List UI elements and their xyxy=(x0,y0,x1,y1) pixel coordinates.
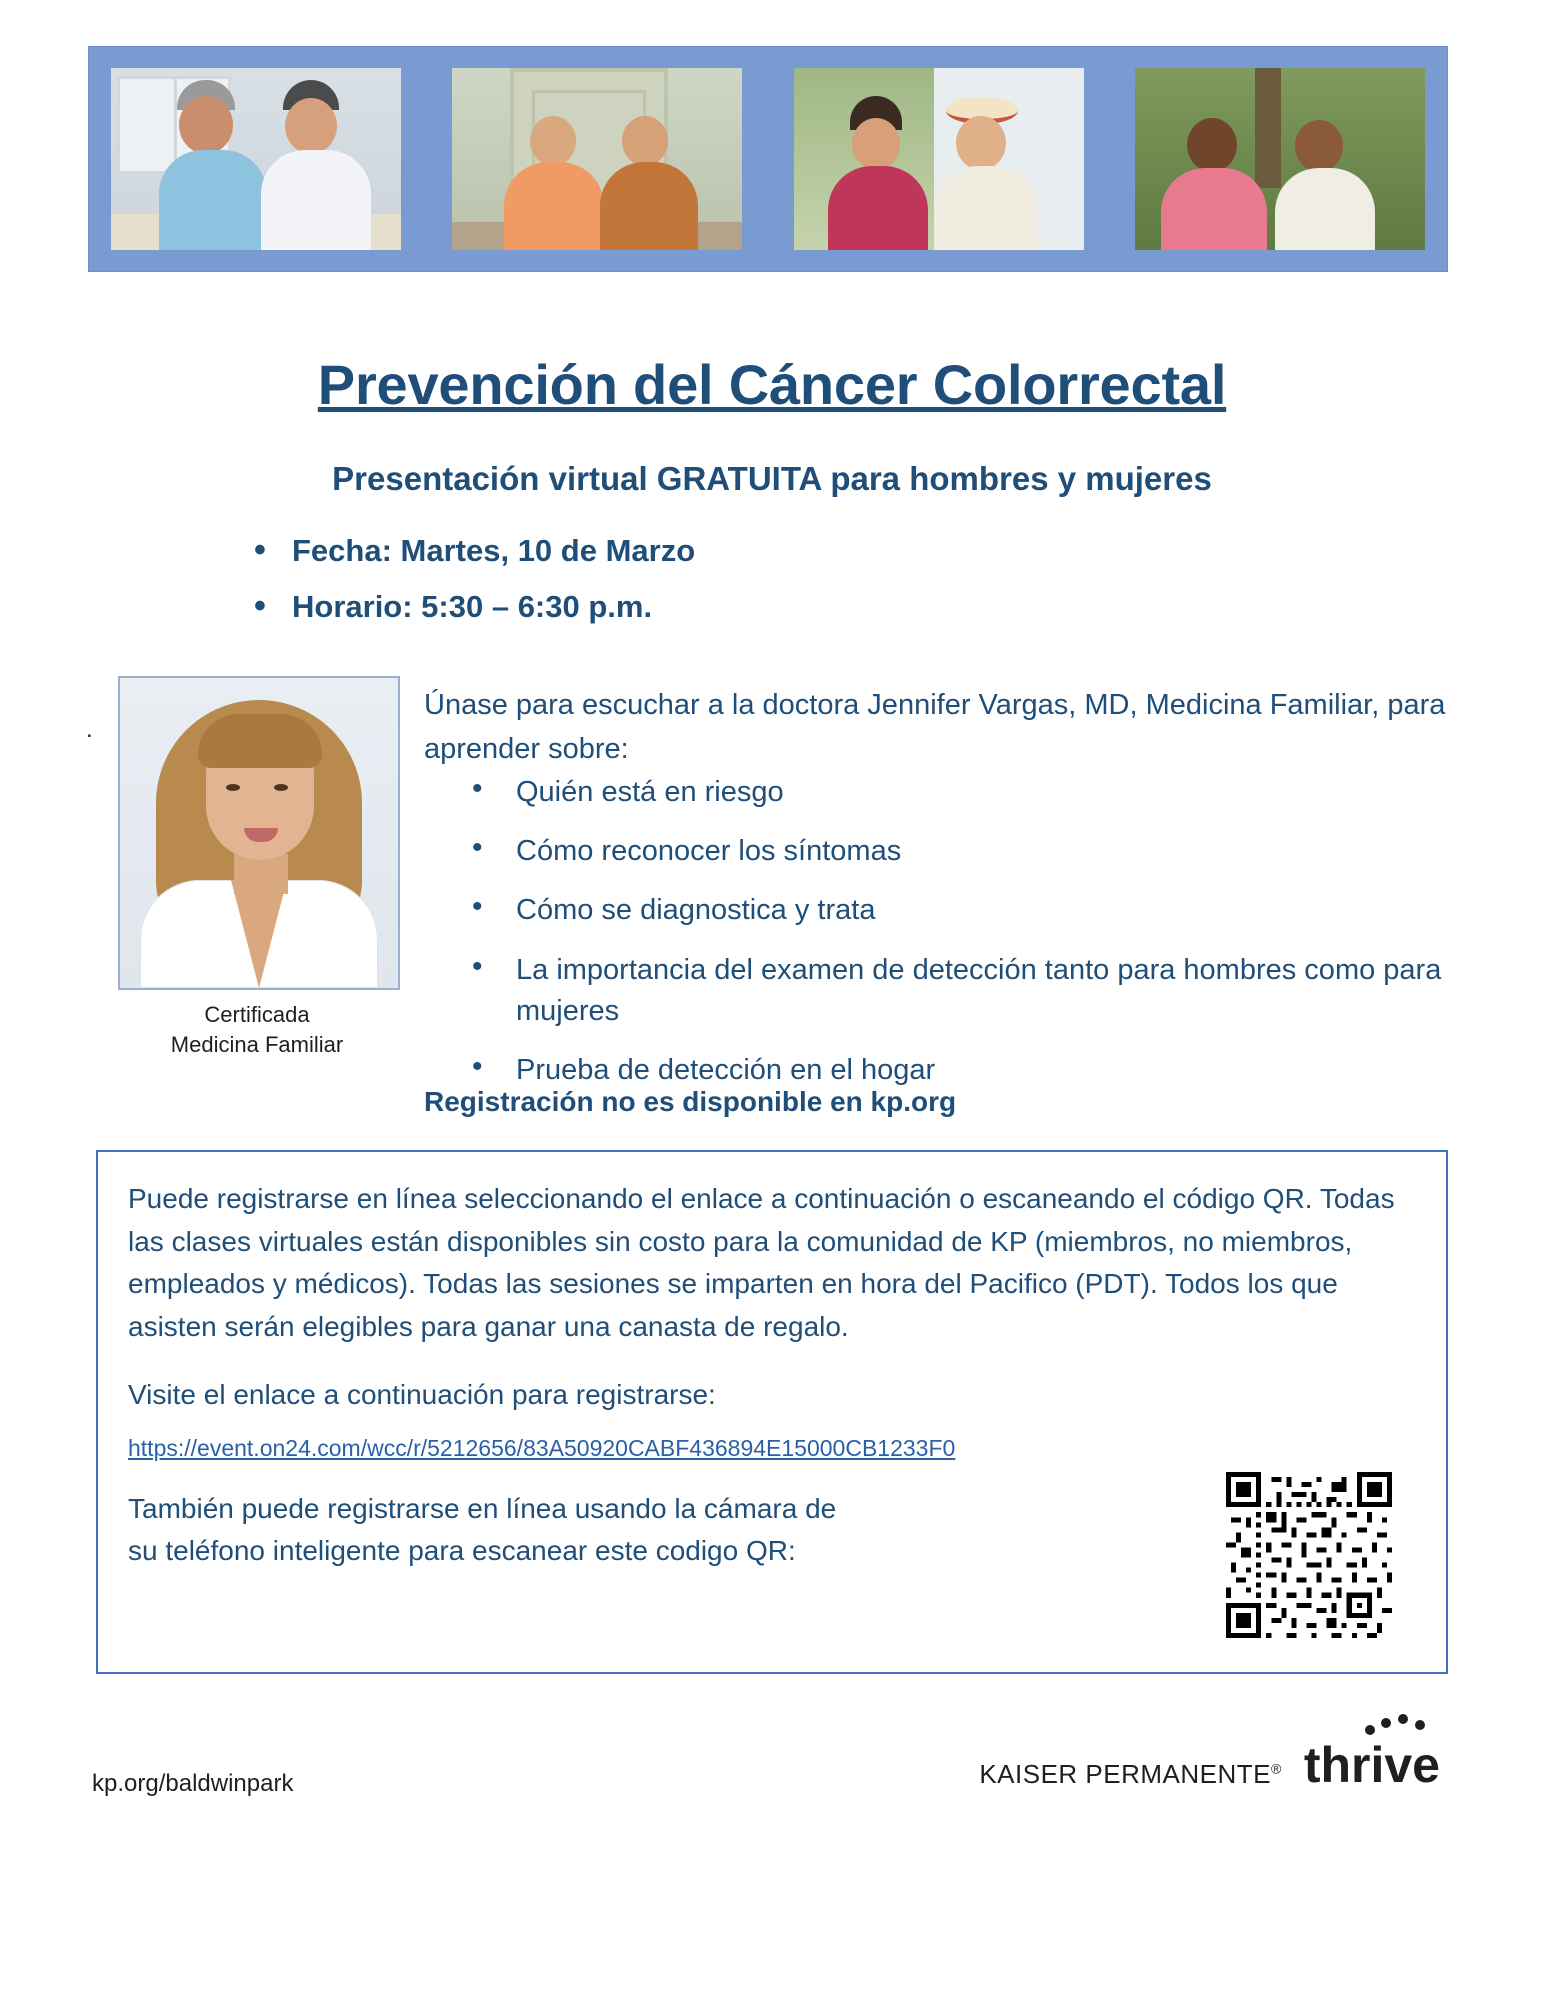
person-shape xyxy=(159,90,267,250)
list-item: • Quién está en riesgo xyxy=(460,772,1470,813)
person-shape xyxy=(504,110,604,250)
person-shape xyxy=(934,110,1038,250)
stray-period: . xyxy=(86,716,93,743)
page-subtitle: Presentación virtual GRATUITA para hombres y mujeres xyxy=(332,460,1212,497)
box-paragraph-3 xyxy=(128,1488,1416,1573)
intro-paragraph: Únase para escuchar a la doctora Jennifer Vargas, MD, Medicina Familiar, para aprender sobre: xyxy=(424,689,1446,765)
person-shape xyxy=(828,110,928,250)
box-paragraph-3-line2: su teléfono inteligente para escanear este codigo QR: xyxy=(128,1535,796,1567)
event-date: • Fecha: Martes, 10 de Marzo xyxy=(250,530,695,572)
thrive-wordmark xyxy=(1303,1737,1440,1793)
event-time: • Horario: 5:30 – 6:30 p.m. xyxy=(250,586,695,628)
registration-note: Registración no es disponible en kp.org xyxy=(424,1086,957,1117)
person-shape xyxy=(1161,110,1267,250)
event-details-list xyxy=(250,530,695,642)
person-shape xyxy=(261,90,371,250)
neck-shape xyxy=(234,854,288,894)
list-item: • Prueba de detección en el hogar xyxy=(460,1050,1470,1091)
thrive-dots-icon xyxy=(1362,1714,1434,1738)
registration-box xyxy=(96,1150,1448,1674)
registration-link[interactable]: https://event.on24.com/wcc/r/5212656/83A50920CABF436894E15000CB1233F0 xyxy=(128,1434,956,1461)
qr-code[interactable] xyxy=(1226,1472,1392,1638)
eye-shape xyxy=(226,784,240,791)
topics-list xyxy=(460,772,1470,1109)
box-paragraph-2: Visite el enlace a continuación para registrarse: xyxy=(128,1379,716,1411)
thrive-text: thrive xyxy=(1303,1737,1440,1793)
box-paragraph-1: Puede registrarse en línea seleccionando el enlace a continuación o escaneando el código QR. Todas las clases virtuales están disponibles sin costo para la comunidad de KP (miembros, no miembros, empleados y médicos). Todas las sesiones se imparten en hora del Pacifico (PDT). Todos los que asisten serán elegibles para ganar una canasta de regalo. xyxy=(128,1183,1395,1342)
footer-url: kp.org/baldwinpark xyxy=(92,1770,294,1797)
list-item: • Cómo reconocer los síntomas xyxy=(460,831,1470,872)
fringe-shape xyxy=(198,714,322,768)
brand-name-text: KAISER PERMANENTE xyxy=(979,1759,1271,1789)
person-shape xyxy=(600,110,698,250)
page-title: Prevención del Cáncer Colorrectal xyxy=(317,353,1227,416)
photo-couple-reading xyxy=(111,68,401,250)
eye-shape xyxy=(274,784,288,791)
registered-mark: ® xyxy=(1271,1760,1282,1777)
photo-couple-porch xyxy=(452,68,742,250)
photo-couple-swing xyxy=(1135,68,1425,250)
kaiser-permanente-logo xyxy=(979,1737,1440,1793)
doctor-caption-line2: Medicina Familiar xyxy=(170,1031,344,1057)
list-item: • Cómo se diagnostica y trata xyxy=(460,890,1470,931)
doctor-portrait xyxy=(118,676,400,990)
lab-coat-shape xyxy=(140,880,378,988)
list-item: • La importancia del examen de detección tanto para hombres como para mujeres xyxy=(460,950,1470,1032)
photo-couple-garden xyxy=(794,68,1084,250)
doctor-caption-line1: Certificada xyxy=(204,1002,310,1027)
box-paragraph-3-line1: También puede registrarse en línea usando la cámara de xyxy=(128,1492,837,1524)
doctor-caption xyxy=(118,1000,396,1059)
person-shape xyxy=(1275,110,1375,250)
brand-name xyxy=(979,1759,1282,1790)
photo-banner xyxy=(88,46,1448,272)
